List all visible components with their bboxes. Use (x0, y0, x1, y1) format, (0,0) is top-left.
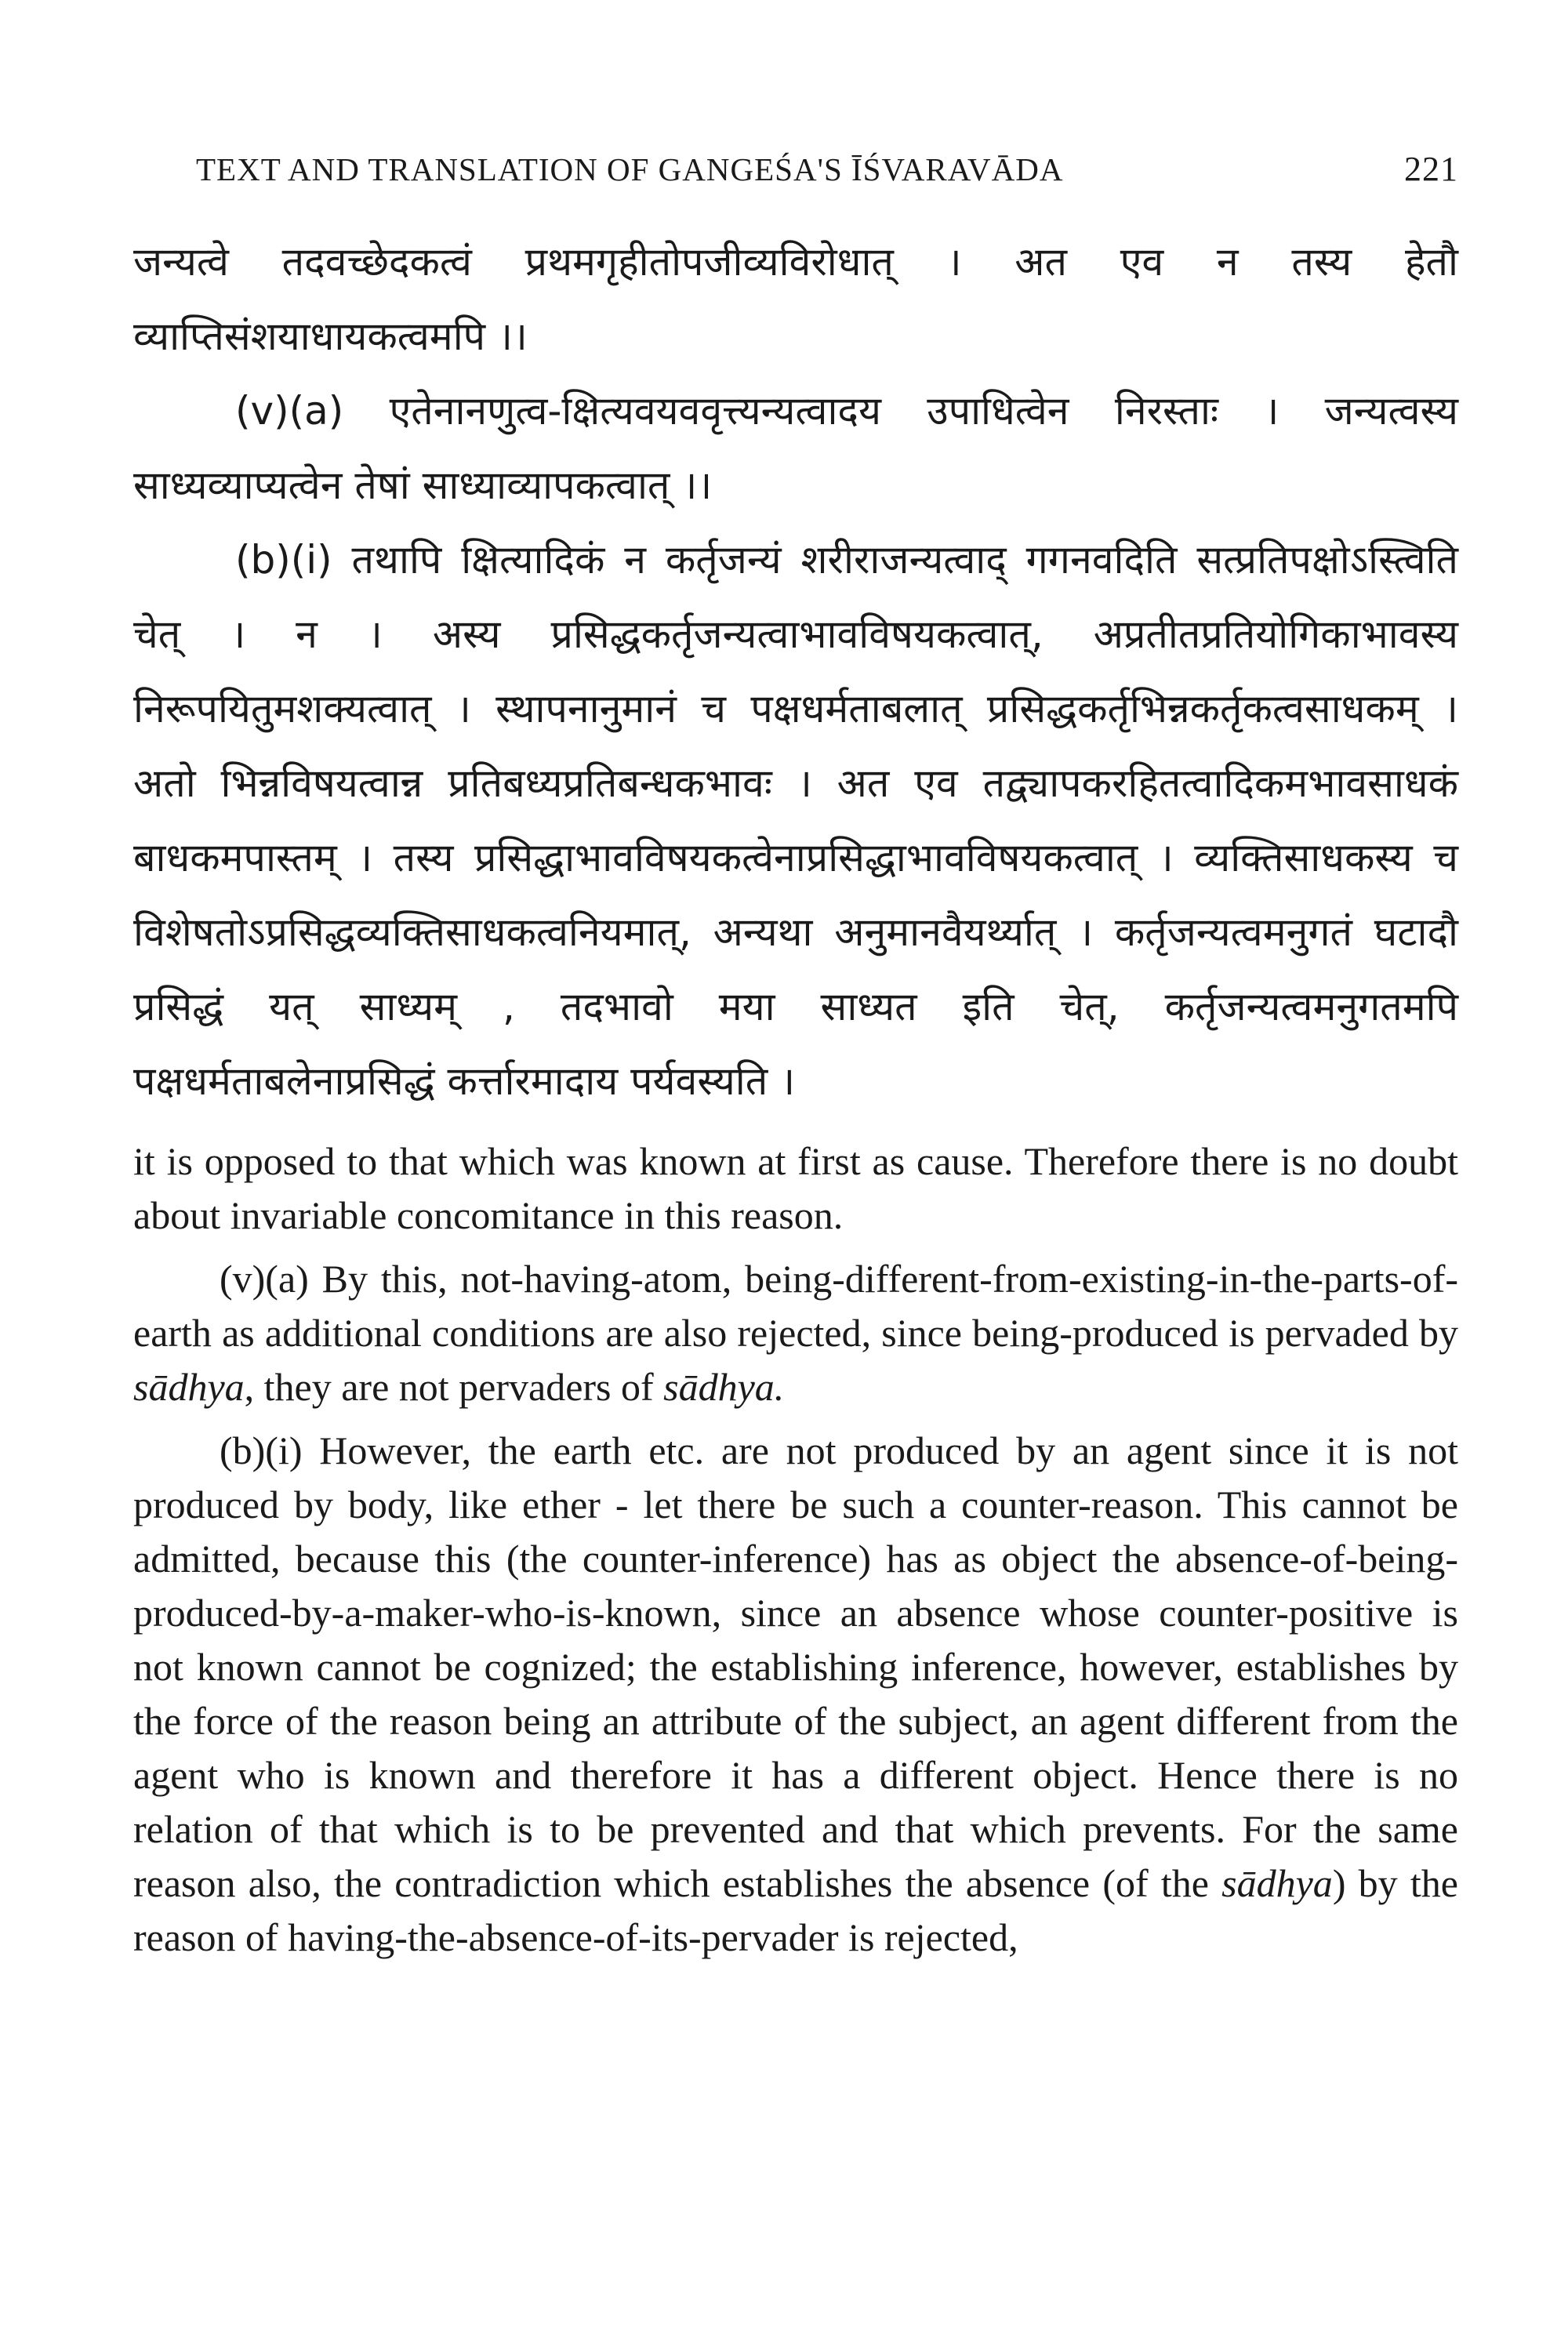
english-paragraph (133, 1424, 1458, 1965)
sanskrit-paragraph: (v)(a) एतेनानणुत्व-क्षित्यवयववृत्त्यन्यत्वादय उपाधित्वेन निरस्ताः । जन्यत्वस्य साध्यव्याप्यत्वेन तेषां साध्याव्यापकत्वात् ।। (133, 388, 1458, 508)
english-text: , they are not pervaders of (244, 1365, 664, 1409)
sadhya-term: sādhya (1221, 1861, 1333, 1905)
english-text: (b)(i) However, the earth etc. are not produced by an agent since it is not produced by body, like ether - let there be such a counter-reason. This cannot be admitted, because this (the counter-inference) has as object the absence-of-being-produced-by-a-maker-who-is-known, since an absence whose counter-positive is not known cannot be cognized; the establishing inference, however, establishes by the force of the reason being an attribute of the subject, an agent different from the agent who is known and therefore it has a different object. Hence there is no relation of that which is to be prevented and that which prevents. For the same reason also, the contradiction which establishes the absence (of the (133, 1428, 1458, 1905)
running-header (196, 149, 1458, 189)
page-number: 221 (1404, 150, 1458, 188)
sanskrit-text (133, 225, 1458, 1119)
english-paragraph (133, 1252, 1458, 1414)
english-translation (133, 1134, 1458, 1965)
sadhya-term: sādhya. (663, 1365, 785, 1409)
sanskrit-paragraph: (b)(i) तथापि क्षित्यादिकं न कर्तृजन्यं शरीराजन्यत्वाद् गगनवदिति सत्प्रतिपक्षोऽस्त्विति चेत् । न । अस्य प्रसिद्धकर्तृजन्यत्वाभावविषयकत्वात्, अप्रतीतप्रतियोगिकाभावस्य निरूपयितुमशक्यत्वात् । स्थापनानुमानं च पक्षधर्मताबलात् प्रसिद्धकर्तृभिन्नकर्तृकत्वसाधकम् । अतो भिन्नविषयत्वान्न प्रतिबध्यप्रतिबन्धकभावः । अत एव तद्व्यापकरहितत्वादिकमभावसाधकं बाधकमपास्तम् । तस्य प्रसिद्धाभावविषयकत्वेनाप्रसिद्धाभावविषयकत्वात् । व्यक्तिसाधकस्य च विशेषतोऽप्रसिद्धव्यक्तिसाधकत्वनियमात्, अन्यथा अनुमानवैयर्थ्यात् । कर्तृजन्यत्वमनुगतं घटादौ प्रसिद्धं यत् साध्यम् , तदभावो मया साध्यत इति चेत्, कर्तृजन्यत्वमनुगतमपि पक्षधर्मताबलेनाप्रसिद्धं कर्त्तारमादाय पर्यवस्यति । (133, 537, 1458, 1104)
page (133, 149, 1458, 2266)
sanskrit-paragraph: जन्यत्वे तदवच्छेदकत्वं प्रथमगृहीतोपजीव्यविरोधात् । अत एव न तस्य हेतौ व्याप्तिसंशयाधायकत्वमपि ।। (133, 239, 1458, 359)
english-text: (v)(a) By this, not-having-atom, being-different-from-existing-in-the-parts-of-earth as additional conditions are also rejected, since being-produced is pervaded by (133, 1257, 1458, 1355)
header-title: TEXT AND TRANSLATION OF GANGEŚA'S ĪŚVARAVĀDA (196, 151, 1064, 187)
english-paragraph: it is opposed to that which was known at first as cause. Therefore there is no doubt about invariable concomitance in this reason. (133, 1139, 1458, 1237)
sadhya-term: sādhya (133, 1365, 245, 1409)
english-text: ) by the reason of having-the-absence-of-its-pervader is rejected, (133, 1861, 1458, 1959)
